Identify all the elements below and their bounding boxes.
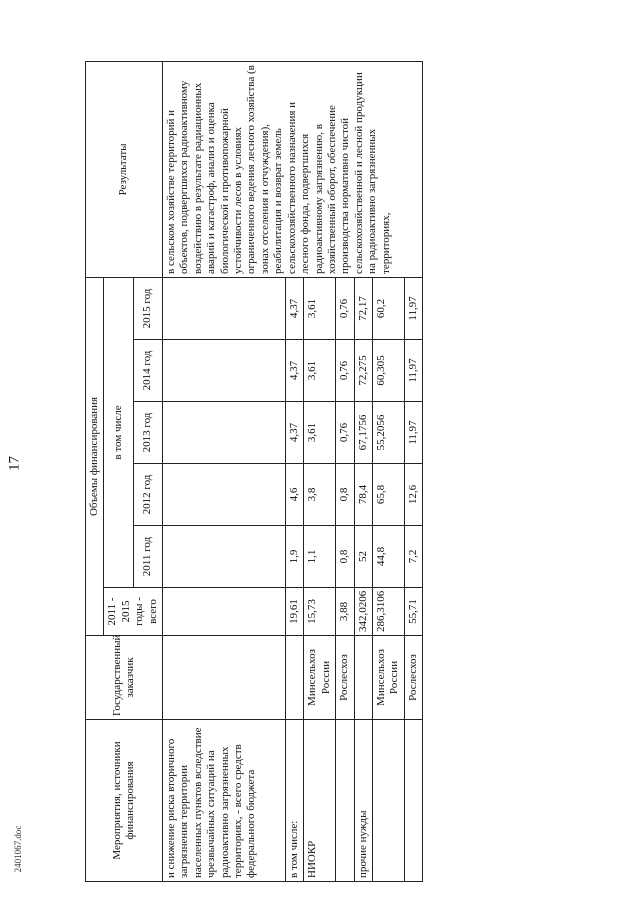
header-customer: Государственный заказчик	[86, 636, 163, 720]
results-cell: в сельском хозяйстве территорий и объектов, подвергшихся радиоактивному воздействию в результате радиационных аварий и катастроф, анализ и оценка биологической и противопожарной устойчивости лесов в условиях ограниченного ведения лесного хозяйства (в зонах отселения и отчуждения), реабилитация и возврат земель сельскохозяйственного назначения и лесного фонда, подвергшихся радиоактивному загрязнению, в хозяйственный оборот, обеспечение производства нормативно чистой сельскохозяйственной и лесной продукции на радиоактивно загрязненных территориях,	[163, 61, 423, 277]
customer-cell: Рослесхоз	[404, 636, 422, 720]
header-year-2012: 2012 год	[133, 464, 162, 526]
header-results: Результаты	[86, 61, 163, 277]
y2012-cell: 65,8	[373, 464, 405, 526]
y2012-cell: 4,6	[286, 464, 304, 526]
y2014-cell: 11,97	[404, 340, 422, 402]
y2015-cell: 4,37	[286, 277, 304, 339]
header-year-2011: 2011 год	[133, 526, 162, 588]
measure-description	[163, 720, 286, 882]
y2014-cell: 3,61	[304, 340, 336, 402]
customer-cell	[354, 636, 372, 720]
y2013-cell: 55,2056	[373, 402, 405, 464]
y2013-cell: 3,61	[304, 402, 336, 464]
y2012-cell: 3,8	[304, 464, 336, 526]
funding-table	[85, 61, 423, 882]
row-label	[373, 720, 405, 882]
y2011-cell: 7,2	[404, 526, 422, 588]
y2013-cell: 11,97	[404, 402, 422, 464]
header-funding: Объемы финансирования	[86, 277, 104, 635]
total-cell: 3,88	[336, 588, 354, 636]
y2015-cell: 0,76	[336, 277, 354, 339]
y2015-cell: 72,17	[354, 277, 372, 339]
total-cell: 55,71	[404, 588, 422, 636]
y2015-cell: 11,97	[404, 277, 422, 339]
total-cell: 342,0206	[354, 588, 372, 636]
y2013-cell: 0,76	[336, 402, 354, 464]
row-label	[404, 720, 422, 882]
intro-text: и снижение риска вторичного загрязнения территории населенных пунктов вследствие чрезвычайных ситуаций на радиоактивно загрязненных территориях, - всего средств федерального бюджета	[165, 727, 258, 878]
header-year-2014: 2014 год	[133, 340, 162, 402]
row-label	[336, 720, 354, 882]
y2015-cell: 60,2	[373, 277, 405, 339]
y2011-cell: 1,1	[304, 526, 336, 588]
customer-cell: Минсельхоз России	[304, 636, 336, 720]
page-number: 17	[6, 456, 23, 471]
rotated-table-sheet	[85, 62, 605, 882]
header-including: в том числе	[104, 277, 133, 587]
y2011-cell: 44,8	[373, 526, 405, 588]
header-year-2015: 2015 год	[133, 277, 162, 339]
y2012-cell: 0,8	[336, 464, 354, 526]
y2013-cell: 4,37	[286, 402, 304, 464]
customer-cell: Минсельхоз России	[373, 636, 405, 720]
y2011-cell: 0,8	[336, 526, 354, 588]
y2015-cell: 3,61	[304, 277, 336, 339]
header-total: 2011 - 2015 годы - всего	[104, 588, 163, 636]
header-year-2013: 2013 год	[133, 402, 162, 464]
table-row	[163, 61, 286, 881]
header-measure: Мероприятия, источники финансирования	[86, 720, 163, 882]
y2011-cell: 1,9	[286, 526, 304, 588]
total-cell: 19,61	[286, 588, 304, 636]
y2014-cell: 0,76	[336, 340, 354, 402]
row-label: прочие нужды	[354, 720, 372, 882]
y2012-cell: 78,4	[354, 464, 372, 526]
y2013-cell: 67,1756	[354, 402, 372, 464]
y2012-cell: 12,6	[404, 464, 422, 526]
y2011-cell: 52	[354, 526, 372, 588]
y2014-cell: 72,275	[354, 340, 372, 402]
y2014-cell: 4,37	[286, 340, 304, 402]
customer-cell: Рослесхоз	[336, 636, 354, 720]
total-cell: 15,73	[304, 588, 336, 636]
total-cell: 286,3106	[373, 588, 405, 636]
document-code: 2401067.doc	[13, 825, 23, 873]
in-total-label: в том числе:	[286, 720, 304, 882]
row-label: НИОКР	[304, 720, 336, 882]
y2014-cell: 60,305	[373, 340, 405, 402]
